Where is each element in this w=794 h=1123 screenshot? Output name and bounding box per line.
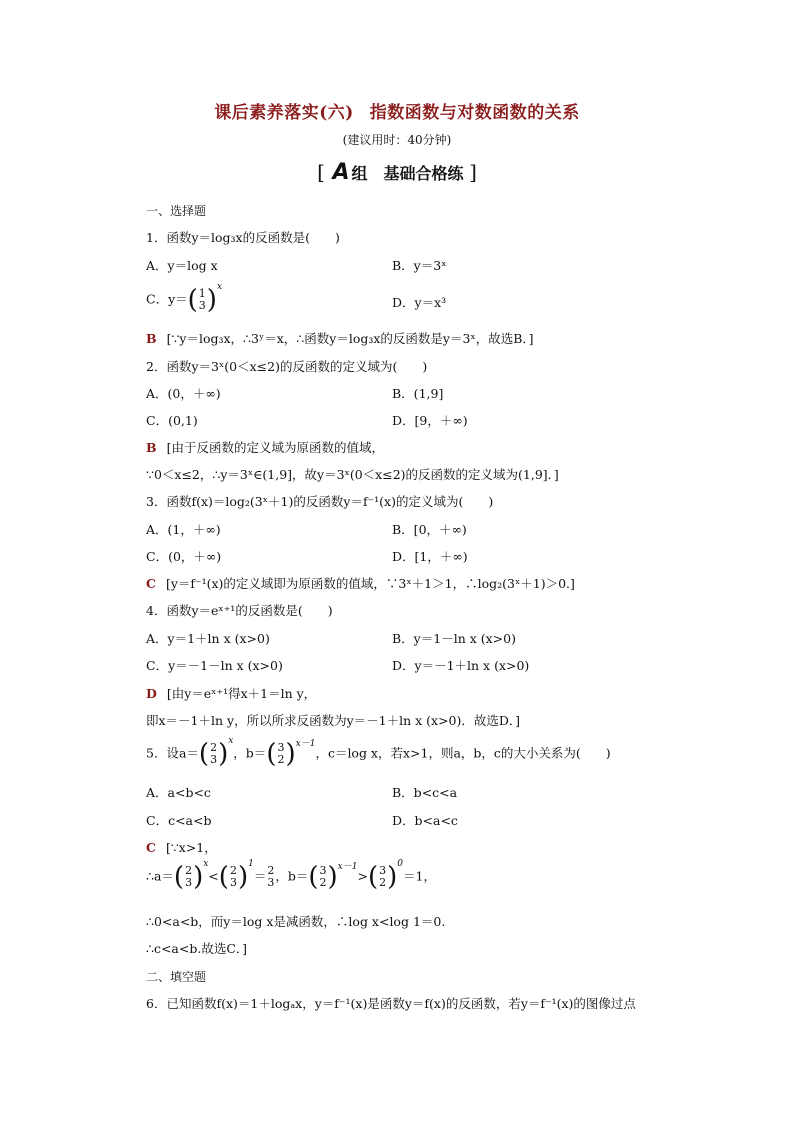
q3-option-b: B．[0，＋∞) xyxy=(392,522,467,537)
suggested-time: (建议用时：40分钟) xyxy=(342,133,452,147)
q3-option-c: C．(0，＋∞) xyxy=(146,549,222,564)
q6-stem: 6．已知函数f(x)＝1＋logₐx，y＝f⁻¹(x)是函数y＝f(x)的反函数，若y＝f⁻¹(x)的图像过点 xyxy=(146,996,636,1011)
section-fill: 二、填空题 xyxy=(146,970,207,984)
q1-answer: B [∵y＝log₃x，∴3ʸ＝x，∴函数y＝log₃x的反函数是y＝3ˣ，故选B．] xyxy=(146,331,534,346)
q4-answer: D [由y＝eˣ⁺¹得x＋1＝ln y， xyxy=(146,686,317,701)
q5-answer: C [∵x>1， xyxy=(146,840,217,855)
q2-option-a: A．(0，＋∞) xyxy=(146,386,221,401)
q2-option-b: B．(1,9] xyxy=(392,386,444,401)
q3-option-a: A．(1，＋∞) xyxy=(146,522,221,537)
group-heading xyxy=(0,160,794,185)
q5-option-b: B．b<c<a xyxy=(392,785,458,800)
q2-option-c: C．(0,1) xyxy=(146,413,198,428)
q4-stem: 4．函数y＝eˣ⁺¹的反函数是( ) xyxy=(146,603,333,618)
page-title xyxy=(0,98,794,123)
q1-stem: 1．函数y＝log₃x的反函数是( ) xyxy=(146,230,340,245)
q4-option-a: A．y＝1＋ln x (x>0) xyxy=(146,631,270,646)
q3-answer: C [y＝f⁻¹(x)的定义域即为原函数的值域，∵3ˣ＋1＞1，∴log₂(3ˣ＋1)＞0.] xyxy=(146,576,575,591)
q1-option-a: A．y＝log x xyxy=(146,258,218,273)
q5-option-c: C．c<a<b xyxy=(146,813,212,828)
q1-option-d: D．y＝x³ xyxy=(392,295,447,310)
q2-stem: 2．函数y＝3ˣ(0＜x≤2)的反函数的定义域为( ) xyxy=(146,359,428,374)
group-letter: A xyxy=(332,160,350,185)
title-right: 指数函数与对数函数的关系 xyxy=(369,103,580,123)
q5-answer-line4: ∴c<a<b.故选C．] xyxy=(146,941,248,956)
q4-option-d: D．y＝－1＋ln x (x>0) xyxy=(392,658,530,673)
q2-answer-line2: ∵0＜x≤2，∴y＝3ˣ∈(1,9]，故y＝3ˣ(0＜x≤2)的反函数的定义域为(1,9]．] xyxy=(146,467,559,482)
title-left: 课后素养落实(六) xyxy=(214,103,354,123)
bracket-close: ] xyxy=(469,160,477,184)
group-label: 组 基础合格练 xyxy=(351,164,464,183)
q4-answer-line2: 即x＝－1＋ln y，所以所求反函数为y＝－1＋ln x (x>0)．故选D．] xyxy=(146,713,521,728)
q5-answer-line2: ∴a＝( 2 3 )$^x$<( 2 3 )$^1$＝ 2 3 ，b＝( 3 2 )$^{x-1}$>( 3 2 )$^0$＝1， xyxy=(146,859,436,892)
q3-stem: 3．函数f(x)＝log₂(3ˣ＋1)的反函数y＝f⁻¹(x)的定义域为( ) xyxy=(146,494,494,509)
q4-option-c: C．y＝－1－ln x (x>0) xyxy=(146,658,283,673)
q4-option-b: B．y＝1－ln x (x>0) xyxy=(392,631,516,646)
q5-option-a: A．a<b<c xyxy=(146,785,211,800)
q2-option-d: D．[9，＋∞) xyxy=(392,413,468,428)
q5-answer-line3: ∴0<a<b，而y＝log x是减函数，∴log x<log 1＝0. xyxy=(146,914,446,929)
q1-option-b: B．y＝3ˣ xyxy=(392,258,447,273)
q3-option-d: D．[1，＋∞) xyxy=(392,549,468,564)
q5-stem: 5．设a＝( 2 3 )$^x$，b＝( 3 2 )$^{x-1}$，c＝log x，若x>1，则a，b，c的大小关系为( ) xyxy=(146,736,611,769)
q2-answer: B [由于反函数的定义域为原函数的值域， xyxy=(146,440,384,455)
q1-option-c: C．y＝( 1 3 )$^x$ xyxy=(146,282,223,315)
bracket-open: [ xyxy=(317,160,325,184)
q5-option-d: D．b<a<c xyxy=(392,813,458,828)
section-choice: 一、选择题 xyxy=(146,204,207,218)
